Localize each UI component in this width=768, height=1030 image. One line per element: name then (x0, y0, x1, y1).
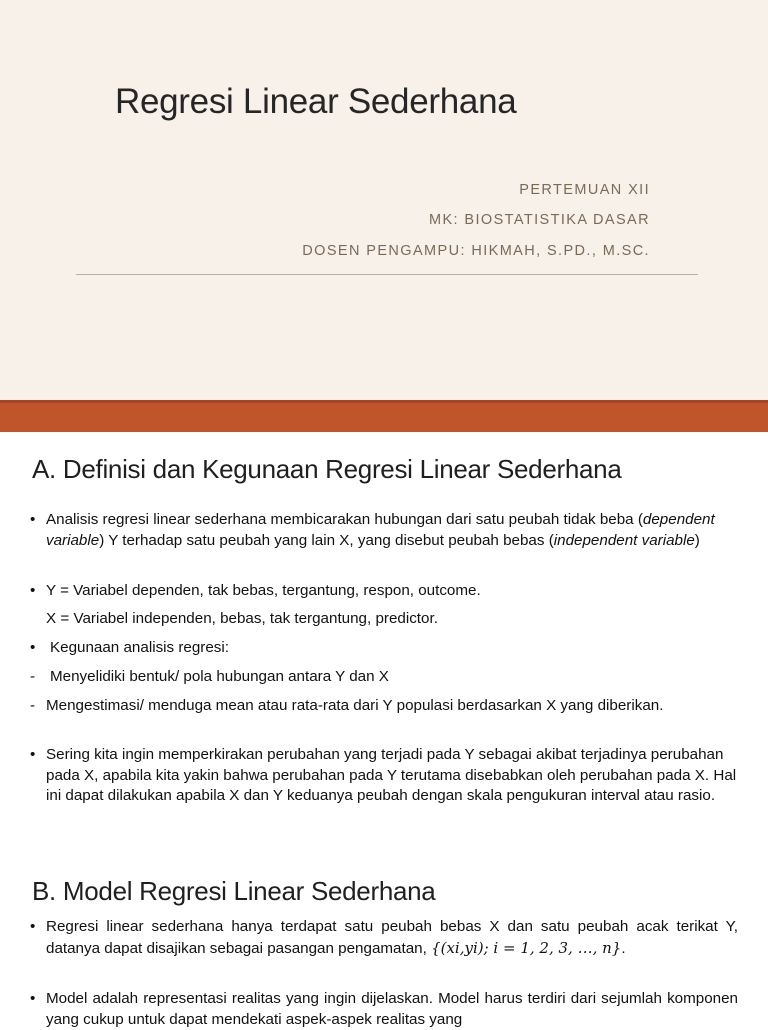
title-slide (0, 0, 768, 400)
item-text: Menyelidiki bentuk/ pola hubungan antara Y dan X (50, 668, 389, 685)
item-text: Model adalah representasi realitas yang ingin dijelaskan. Model harus terdiri dari sejumlah komponen yang cukup untuk dapat mendekati aspek-aspek realitas yang (46, 990, 738, 1028)
subtitle-lecturer: DOSEN PENGAMPU: HIKMAH, S.PD., M.SC. (302, 243, 650, 259)
subtitle-divider (76, 274, 698, 275)
dependent-variable-term: dependent variable (46, 511, 715, 549)
bullet-marker: • (30, 511, 36, 528)
list-item (30, 667, 738, 688)
list-item (30, 745, 738, 807)
section-b-heading: B. Model Regresi Linear Sederhana (32, 876, 436, 906)
dash-marker: - (30, 697, 36, 714)
item-text: Y = Variabel dependen, tak bebas, tergantung, respon, outcome. (46, 582, 481, 599)
observation-set-formula: {(xi,yi); i = 1, 2, 3, …, n} (431, 938, 622, 957)
bullet-marker: • (30, 582, 36, 599)
list-item (30, 696, 738, 717)
section-a-heading: A. Definisi dan Kegunaan Regresi Linear Sederhana (32, 454, 622, 484)
bullet-marker: • (30, 639, 36, 656)
dash-marker: - (30, 668, 36, 685)
bullet-marker: • (30, 990, 36, 1007)
slide-title: Regresi Linear Sederhana (115, 82, 517, 121)
bullet-marker: • (30, 746, 36, 763)
subtitle-meeting: PERTEMUAN XII (519, 182, 650, 198)
list-item (30, 581, 738, 602)
list-item (30, 609, 738, 630)
bullet-marker: • (30, 918, 36, 935)
list-item (30, 917, 738, 959)
item-text: Regresi linear sederhana hanya terdapat satu peubah bebas X dan satu peubah acak terikat Y, datanya dapat disajikan sebagai pasangan pengamatan, {(xi,yi); i = 1, 2, 3, …, n}. (46, 918, 738, 957)
item-text: X = Variabel independen, bebas, tak tergantung, predictor. (46, 610, 438, 627)
subtitle-course: MK: BIOSTATISTIKA DASAR (428, 212, 650, 228)
content-slide (0, 432, 768, 1028)
item-text: Sering kita ingin memperkirakan perubahan yang terjadi pada Y sebagai akibat terjadinya perubahan pada X, apabila kita yakin bahwa perubahan pada Y terutama disebabkan oleh perubahan pada X. Hal ini dapat dilakukan apabila X dan Y keduanya peubah dengan skala pengukuran interval atau rasio. (46, 746, 737, 804)
independent-variable-term: independent variable (553, 531, 695, 549)
item-text: Mengestimasi/ menduga mean atau rata-rata dari Y populasi berdasarkan X yang diberikan. (46, 697, 664, 714)
item-text: Kegunaan analisis regresi: (50, 639, 229, 656)
item-text: Analisis regresi linear sederhana membicarakan hubungan dari satu peubah tidak beba (dependent variable) Y terhadap satu peubah yang lain X, yang disebut peubah bebas (independent variable) (46, 511, 715, 549)
list-item (30, 638, 738, 659)
list-item (30, 510, 738, 551)
accent-band (0, 400, 768, 432)
